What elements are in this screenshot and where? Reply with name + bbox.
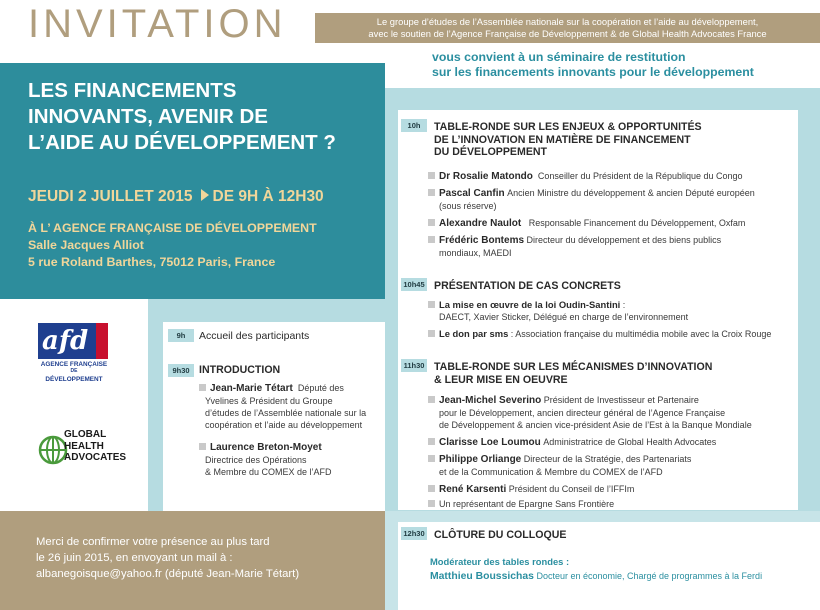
case-desc: DAECT, Xavier Sticker, Délégué en charge de l’environnement [439,312,689,322]
speaker-desc: mondiaux, MAEDI [439,248,512,258]
speaker-bontems [428,234,798,259]
speaker-naulot [428,217,798,230]
speaker-name: Pascal Canfin [439,188,505,199]
welcome-item: Accueil des participants [199,330,310,342]
speaker-esf [428,498,798,510]
time-badge: 10h [401,119,427,132]
section-title-line: DE L’INNOVATION EN MATIÈRE DE FINANCEMENT [434,133,691,146]
rsvp-line3: albanegoisque@yahoo.fr (député Jean-Marie Tétart) [36,568,300,580]
program-card-right [398,110,798,510]
closing-card [398,522,820,610]
venue-line1: À L’ AGENCE FRANÇAISE DE DÉVELOPPEMENT [28,221,317,235]
seminar-title-line3: L’AIDE AU DÉVELOPPEMENT ? [28,131,336,154]
gha-logo [38,425,138,477]
speaker-name: Philippe Orliange [439,454,522,465]
speaker-desc: Directeur de la Stratégie, des Partenariats [523,454,692,464]
bullet-icon [428,500,435,507]
section-title-enjeux [434,121,702,159]
bullet-icon [428,455,435,462]
section-title-line: TABLE-RONDE SUR LES ENJEUX & OPPORTUNITÉS [434,121,702,133]
bullet-icon [428,485,435,492]
header-band [315,13,820,43]
speaker-desc: Administratrice de Global Health Advocates [543,437,717,447]
case-desc: : Association française du multimédia mobile avec la Croix Rouge [508,329,772,339]
speaker-desc: et de la Communication & Membre du COMEX de l’AFD [439,467,663,477]
speaker-matondo [428,170,798,183]
case-name: La mise en œuvre de la loi Oudin-Santini [439,299,621,310]
bullet-icon [199,384,206,391]
case-colon: : [620,300,626,310]
event-hours: DE 9H À 12H30 [212,188,324,205]
afd-logo-mark: afd [42,326,89,356]
case-name: Le don par sms [439,328,509,339]
section-title-line: TABLE-RONDE SUR LES MÉCANISMES D’INNOVATION [434,361,713,373]
bullet-icon [428,301,435,308]
section-title-cas-concrets: PRÉSENTATION DE CAS CONCRETS [434,280,621,292]
speaker-desc: Directeur du développement et des biens publics [526,235,722,245]
convene-line1: vous convient à un séminaire de restitution [432,50,686,64]
speaker-orliange [428,453,798,478]
invitation-title: INVITATION [28,2,287,46]
header-band-line1: Le groupe d’études de l’Assemblée nationale sur la coopération et l’aide au développement, [376,16,759,27]
venue-line2: Salle Jacques Alliot [28,238,144,252]
speaker-desc: pour le Développement, ancien directeur général de l’Agence Française [439,408,726,418]
speaker-desc: Député des [297,383,344,393]
afd-logo [38,323,108,385]
venue [28,220,317,271]
program-card-left [163,322,385,512]
bullet-icon [428,396,435,403]
case-oudin-santini [428,299,798,323]
speaker-desc: Un représentant de Epargne Sans Frontière [439,499,615,509]
time-badge: 9h30 [168,364,194,377]
speaker-name: Jean-Marie Tétart [210,383,293,394]
speaker-breton-moyet [199,441,385,478]
speaker-desc: coopération et l’aide au développement [205,420,363,430]
speaker-desc: d’études de l’Assemblée nationale sur la [205,408,367,418]
speaker-desc: Responsable Financement du Développement, Oxfam [528,218,746,228]
section-title-introduction: INTRODUCTION [199,364,281,376]
event-date-day: JEUDI 2 JUILLET 2015 [28,188,193,205]
triangle-right-icon [201,189,209,201]
speaker-severino [428,394,798,431]
speaker-name: Frédéric Bontems [439,235,525,246]
time-badge: 10h45 [401,278,427,291]
speaker-name: Dr Rosalie Matondo [439,171,533,182]
speaker-name: René Karsenti [439,484,507,495]
case-don-sms [428,328,798,340]
gha-logo-line1: GLOBAL [64,429,107,440]
afd-logo-line3: DÉVELOPPEMENT [45,375,103,383]
speaker-desc: Président du Conseil de l’IFFIm [508,484,635,494]
section-title-line: & LEUR MISE EN OEUVRE [434,373,568,386]
seminar-title [28,78,388,156]
section-title-cloture: CLÔTURE DU COLLOQUE [434,529,567,541]
speaker-desc: Ancien Ministre du développement & ancien Député européen [507,188,755,198]
convene-line2: sur les financements innovants pour le développement [432,65,754,79]
speaker-name: Alexandre Naulot [439,218,522,229]
speaker-desc: Conseiller du Président de la République du Congo [537,171,743,181]
bullet-icon [428,219,435,226]
speaker-desc: Directrice des Opérations [205,455,307,465]
rsvp-line1: Merci de confirmer votre présence au plus tard [36,536,270,548]
rsvp-block [0,511,385,610]
speaker-desc: Président de Investisseur et Partenaire [543,395,699,405]
moderator [430,570,820,583]
gha-logo-line3: ADVOCATES [64,452,127,463]
speaker-karsenti [428,483,798,496]
speaker-loe-loumou [428,436,798,449]
bullet-icon [428,189,435,196]
speaker-name: Clarisse Loe Loumou [439,437,541,448]
moderator-name: Matthieu Boussichas [430,571,534,582]
section-title-line: DU DÉVELOPPEMENT [434,146,548,158]
bullet-icon [428,236,435,243]
speaker-desc: (sous réserve) [439,201,497,211]
section-title-mecanismes [434,361,712,386]
speaker-tetart [199,382,385,431]
bullet-icon [428,438,435,445]
time-badge: 11h30 [401,359,427,372]
bullet-icon [428,330,435,337]
afd-logo-line1: AGENCE FRANÇAISE [40,361,108,368]
speaker-canfin [428,187,798,212]
header-band-line2: avec le soutien de l’Agence Française de Développement & de Global Health Advocates France [368,28,767,39]
convene-text [432,50,812,80]
seminar-title-line2: INNOVANTS, AVENIR DE [28,105,268,128]
speaker-desc: Yvelines & Président du Groupe [205,396,333,406]
bullet-icon [428,172,435,179]
speaker-desc: de Développement & ancien vice-président Asie de l’Est à la Banque Mondiale [439,420,752,430]
seminar-title-line1: LES FINANCEMENTS [28,79,237,102]
gha-logo-line2: HEALTH [64,440,104,452]
speaker-desc: & Membre du COMEX de l’AFD [205,467,332,477]
moderator-label: Modérateur des tables rondes : [430,556,570,567]
time-badge: 12h30 [401,527,427,540]
speaker-name: Jean-Michel Severino [439,395,542,406]
afd-logo-line2: DE [70,368,78,375]
venue-line3: 5 rue Roland Barthes, 75012 Paris, France [28,255,276,269]
rsvp-line2: le 26 juin 2015, en envoyant un mail à : [36,552,233,564]
time-badge: 9h [168,329,194,342]
speaker-name: Laurence Breton-Moyet [210,442,322,453]
moderator-desc: Docteur en économie, Chargé de programmes à la Ferdi [536,571,763,581]
event-date [28,188,324,206]
bullet-icon [199,443,206,450]
